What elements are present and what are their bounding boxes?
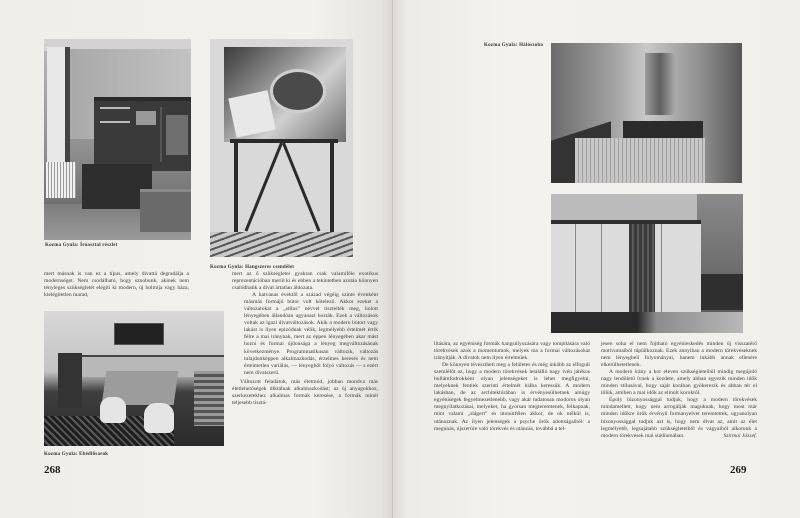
bed: [575, 138, 705, 183]
paragraph: jesen soha el nem fojtható egyéniesked​és minden új visszatérő motívumaiból táplálkoznak. Ezek annyiban a modern törekvéseknek nem lényegbeli folyományai, hanem inkább annak ellenére elkerülhetetlenek.: [601, 341, 757, 369]
curtain: [629, 224, 655, 312]
text-column-left-1: [44, 271, 189, 299]
text-column-left-2: [232, 271, 378, 407]
painting-guitar: [270, 69, 326, 113]
floor: [210, 232, 353, 257]
text-column-right-1: [434, 341, 590, 433]
dresser: [701, 274, 743, 310]
built-in-wardrobe: [551, 220, 701, 316]
left-page: [0, 0, 393, 518]
right-page: [393, 0, 800, 518]
sofa: [140, 189, 191, 232]
wall-picture: [114, 323, 164, 345]
paragraph: mert az ő szükségletei gyakran csak valamiféle exotikus reprezentációban merül ki és ebben a tekintetben azután könnyen csalódhatik a divat ártatlan áldozata.: [232, 271, 378, 292]
caption-dining: Kozma Gyula: Ebédlősarok: [44, 452, 109, 457]
easel-brace: [282, 142, 320, 231]
paragraph: De könnyen tévesztheti meg a felületes és még inkább az elfogult szemlélőt az, hogy a modern törekvések letalálló nagy ívén játékos hullámfodrokként olyan jelenségeket is lehet megfigyelni, melyeknek fentiek szerinti értelmét hiába keressük. A modern lakásban, de az architektúrában is érvényesülhetnek amúgy egyéniségek fegyelmezetlenebb, vagy akár tudatosan modoros olyan megnyilatkozásai, melyeket, ha gyorsan megteremtenek, felkapnak, mint valami „slágert” és útonútfélen akkor, de ok nélkül is, utánoznak. Az ilyen jelenségek a psyche örök adottságaiból: a megunás, újszerűre való törekvés és utánzás, továbbá a tel-: [434, 362, 590, 432]
page-number-left: 268: [44, 464, 61, 476]
easel-leg: [330, 142, 334, 232]
cabinet: [58, 353, 82, 408]
armchair: [144, 403, 174, 433]
floor: [551, 312, 743, 333]
paragraph: Változott feladatok, más életmód, jobban mondva más életlehetőségek diktálnak alkalmazkodást; az új anyagokhoz, szerkezetekhez alkalmas formák keresése, a formák minél teljesebb tisztá-: [232, 378, 378, 406]
painting-paper: [228, 90, 275, 137]
study-photo: [44, 39, 191, 240]
radiator: [46, 162, 76, 198]
paragraph: A modern irány a kor eleven szükségleteiből mindig megújuló nagy lendületű ívnek a kezdete, amely abban egyezik minden idők minden stílusával, hogy saját korában gyökerezik és abban tér el tőlük, amiben a mai idők az elmúlt koroktól.: [601, 369, 757, 397]
paragraph: [601, 397, 757, 439]
author-signature: Szirmai József.: [723, 432, 757, 439]
dining-photo: [44, 311, 224, 446]
wall-art: [645, 53, 675, 115]
caption-study: Kozma Gyula: Íróasztal részlet: [45, 243, 118, 248]
easel-photo: [210, 39, 353, 257]
bookshelf: [94, 97, 191, 171]
paragraph: lítására, az egyéniség formák hangsúlyozására vagy tompítására való törekvések azok a momentumok, melyek ma a formai változásokat irányítják. A divatok nem ilyen értelműek.: [434, 341, 590, 362]
corner-bench-side: [194, 371, 224, 426]
window: [47, 47, 70, 162]
wardrobe-photo: [551, 194, 743, 333]
caption-easel: Kozma Gyula: Hangszeres csendélet: [210, 265, 295, 270]
paragraph-text: Époly bizonyossággal tudjuk, hogy a modern törekvések mindamellett, hogy nem arrogálják maguknak, hogy most már minden időkre örök érvényű formanyelvet teremtettek, ugyanolyan bizonyossággal tudjuk azt is, hogy nem divat az, amit az élet legmélyebb, legsajátabb szükségleteiből és vágyaiból alkotunk a modern törekvések mai stádiumában.: [601, 397, 757, 439]
paragraph: A hatvanas évektől a század végéig szinte évenként másmás formájú bútor volt kötelező. Akkor ezeket a változatokat a „stílus” névvel tisztelték meg, holott lényegében állandóan ugyanazt hozták. Ezek a változások voltak az igazi divatváltozások. Akik a modern bútort vagy lakást is ilyen epizódnak vélik, legmélyebb értelmét értik félre a mai iránynak, mert az éppen lényegében akar mást hozni és formai újdonsága a lényeg megváltozásának következménye. Programmatikusan változik, változás tulajdonképpen alkalmazkodás, érzelmes keresés és nem értelmetlen variálás, — lényegből folyó változás — s ezért nem divatszerű.: [244, 292, 378, 376]
bedroom-photo: [551, 43, 742, 183]
armchair: [100, 397, 126, 423]
page-number-right: 269: [730, 464, 747, 476]
text-column-right-2: [601, 341, 757, 440]
paragraph: mert másnak is van ez a típus, amely divattá degradálja a modernséget. Nem csodálható, hogy sznobunk, akinek nem tényleges szükségletét elégíti ki modern, új holmija vagy háza, kielégítetlen marad,: [44, 271, 189, 299]
easel-leg: [234, 142, 238, 232]
caption-bedroom: Kozma Gyula: Hálószoba: [484, 43, 544, 48]
easel-brace: [245, 142, 283, 231]
